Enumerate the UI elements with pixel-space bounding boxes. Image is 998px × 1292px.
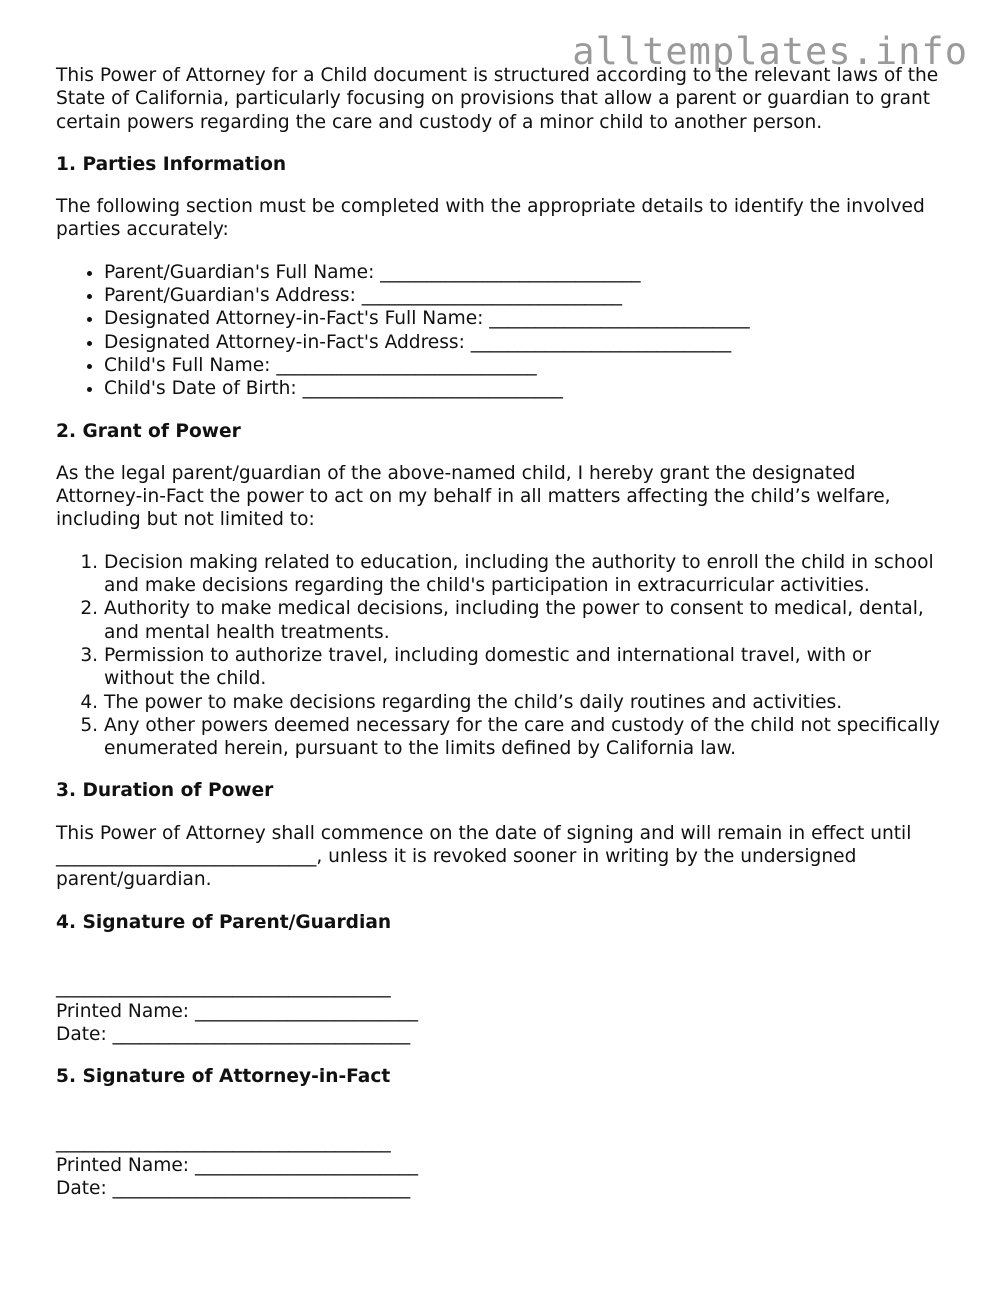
section-heading-duration: 3. Duration of Power xyxy=(56,780,274,802)
list-item: • Parent/Guardian's Address: ____________________________ xyxy=(104,284,946,307)
watermark: alltemplates.info xyxy=(572,30,968,73)
list-item: 3. Permission to authorize travel, including domestic and international travel, with or without the child. xyxy=(104,644,946,691)
list-item: • Child's Full Name: ____________________________ xyxy=(104,354,946,377)
list-item: 4. The power to make decisions regarding the child’s daily routines and activities. xyxy=(104,691,946,714)
section-heading-attorney-signature: 5. Signature of Attorney-in-Fact xyxy=(56,1066,391,1088)
list-item: • Parent/Guardian's Full Name: ____________________________ xyxy=(104,261,946,284)
attorney-signature-block xyxy=(56,1107,946,1200)
printed-name-line: Printed Name: ________________________ xyxy=(56,1154,419,1176)
list-item: • Child's Date of Birth: ____________________________ xyxy=(104,377,946,400)
document-body xyxy=(56,64,946,1220)
duration-text: This Power of Attorney shall commence on the date of signing and will remain in effect until ____________________________, unless it is revoked sooner in writing by the undersigned parent/guardian. xyxy=(56,822,912,891)
section-heading-parties: 1. Parties Information xyxy=(56,153,287,175)
section-heading-parent-signature: 4. Signature of Parent/Guardian xyxy=(56,911,392,933)
signature-line: ____________________________________ xyxy=(56,1131,391,1153)
parties-description: The following section must be completed with the appropriate details to identify the involved parties accurately: xyxy=(56,196,925,241)
parent-signature-block xyxy=(56,953,946,1046)
list-item: • Designated Attorney-in-Fact's Full Name: ____________________________ xyxy=(104,307,946,330)
parties-list xyxy=(56,261,946,401)
list-item: • Designated Attorney-in-Fact's Address: ____________________________ xyxy=(104,331,946,354)
date-line: Date: ________________________________ xyxy=(56,1023,411,1045)
section-heading-grant: 2. Grant of Power xyxy=(56,420,241,442)
intro-paragraph: This Power of Attorney for a Child document is structured according to the relevant laws of the State of California, particularly focusing on provisions that allow a parent or guardian to grant certain powers regarding the care and custody of a minor child to another person. xyxy=(56,65,939,133)
printed-name-line: Printed Name: ________________________ xyxy=(56,1000,419,1022)
list-item: 2. Authority to make medical decisions, including the power to consent to medical, dental, and mental health treatments. xyxy=(104,597,946,644)
grant-description: As the legal parent/guardian of the above-named child, I hereby grant the designated Attorney-in-Fact the power to act on my behalf in all matters affecting the child’s welfare, including but not limited to: xyxy=(56,462,891,531)
date-line: Date: ________________________________ xyxy=(56,1178,411,1200)
signature-line: ____________________________________ xyxy=(56,977,391,999)
powers-list xyxy=(56,551,946,761)
list-item: 5. Any other powers deemed necessary for the care and custody of the child not specifically enumerated herein, pursuant to the limits defined by California law. xyxy=(104,714,946,761)
list-item: 1. Decision making related to education, including the authority to enroll the child in school and make decisions regarding the child's participation in extracurricular activities. xyxy=(104,551,946,598)
